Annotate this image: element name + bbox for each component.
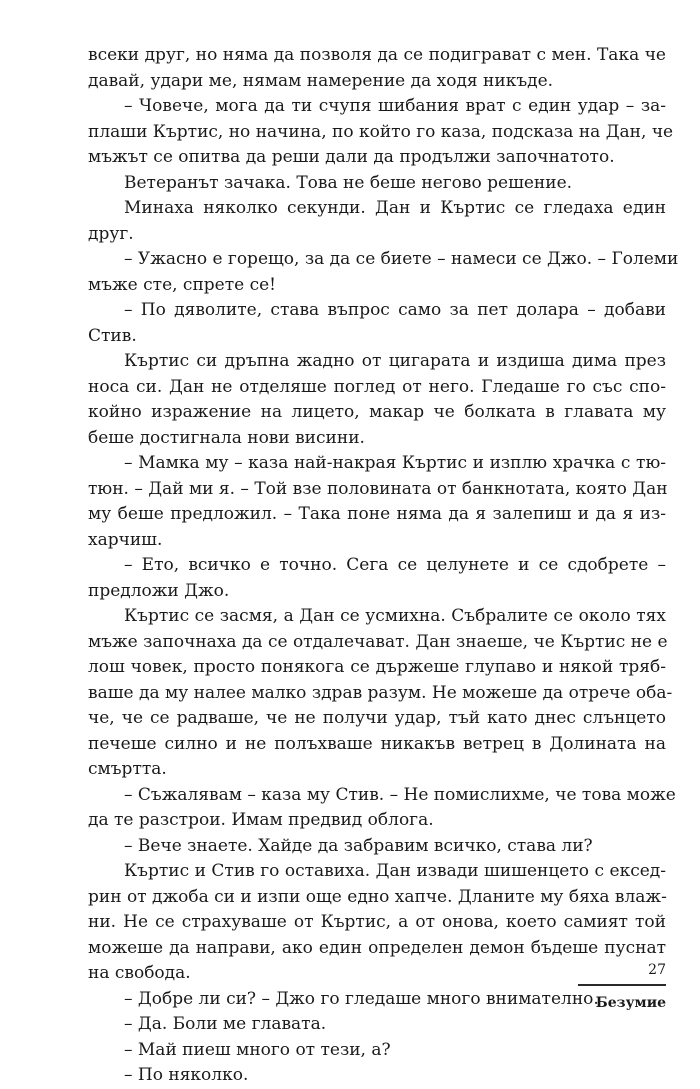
text-line: на свобода. <box>88 963 191 983</box>
text-line: харчиш. <box>88 529 163 550</box>
text-line: – Човече, мога да ти счупя шибания врат с един удар – за- <box>124 96 666 116</box>
text-line: Къртис се засмя, а Дан се усмихна. Събралите се около тях <box>124 606 666 626</box>
text-line: носа си. Дан не отделяше поглед от него. Гледаше го със спо- <box>88 376 666 397</box>
text-line: смъртта. <box>88 759 167 779</box>
text-line: беше достигнала нови висини. <box>88 427 365 448</box>
text-line: предложи Джо. <box>88 580 230 601</box>
text-line: – По няколко. <box>124 1065 249 1085</box>
text-line: – По дяволите, става въпрос само за пет долара – добави <box>124 300 666 320</box>
text-line: мъжът се опитва да реши дали да продължи започнатото. <box>88 147 615 167</box>
text-line: Къртис си дръпна жадно от цигарата и издиша дима през <box>124 351 666 371</box>
text-line: Стив. <box>88 325 137 346</box>
text-line: – Май пиеш много от тези, а? <box>124 1039 391 1060</box>
text-line: да те разстрои. Имам предвид облога. <box>88 810 434 830</box>
text-line: му беше предложил. – Така поне няма да я залепиш и да я из- <box>88 504 666 524</box>
text-line: койно изражение на лицето, макар че болката в главата му <box>88 402 666 422</box>
text-line: – Съжалявам – каза му Стив. – Не помислихме, че това може <box>124 784 676 805</box>
text-line: – Вече знаете. Хайде да забравим всичко, става ли? <box>124 835 593 856</box>
text-line: Ветеранът зачака. Това не беше негово решение. <box>124 172 573 193</box>
text-line: давай, удари ме, нямам намерение да ходя никъде. <box>88 70 554 91</box>
text-line: тюн. – Дай ми я. – Той взе половината от банкнотата, която Дан <box>88 478 668 499</box>
text-line: – Ето, всичко е точно. Сега се целунете и се сдобрете – <box>124 555 666 575</box>
text-line: – Ужасно е горещо, за да се биете – намеси се Джо. – Големи <box>124 249 679 269</box>
book-page-body-text <box>88 43 679 1089</box>
text-line: Минаха няколко секунди. Дан и Къртис се гледаха един <box>124 198 666 218</box>
text-line: – Мамка му – каза най-накрая Къртис и изплю храчка с тю- <box>124 453 666 473</box>
text-line: всеки друг, но няма да позволя да се подиграват с мен. Така че <box>88 45 666 65</box>
text-line: печеше силно и не полъхваше никакъв ветрец в Долината на <box>88 733 666 754</box>
text-line: друг. <box>88 223 134 244</box>
text-line: че, че се радваше, че не получи удар, тъй като днес слънцето <box>88 708 666 728</box>
text-line: – Добре ли си? – Джо го гледаше много внимателно. <box>124 988 599 1009</box>
text-line: ваше да му налее малко здрав разум. Не можеше да отрече оба- <box>88 682 673 703</box>
text-line: Къртис и Стив го оставиха. Дан извади шишенцето с ексед- <box>124 861 666 881</box>
footer-divider <box>578 984 666 986</box>
running-title: Безумие <box>595 995 666 1011</box>
text-line: мъже започнаха да се отдалечават. Дан знаеше, че Къртис не е <box>88 631 668 652</box>
text-line: лош човек, просто понякога се държеше глупаво и някой тряб- <box>88 657 666 677</box>
text-line: – Да. Боли ме главата. <box>124 1014 327 1034</box>
text-line: плаши Къртис, но начина, по който го каза, подсказа на Дан, че <box>88 121 674 142</box>
text-line: ни. Не се страхуваше от Къртис, а от онова, което самият той <box>88 912 666 932</box>
text-line: рин от джоба си и изпи още едно хапче. Дланите му бяха влаж- <box>88 886 667 907</box>
text-line: можеше да направи, ако един определен демон бъдеше пуснат <box>88 937 666 958</box>
text-line: мъже сте, спрете се! <box>88 274 277 295</box>
page-number: 27 <box>648 962 666 978</box>
